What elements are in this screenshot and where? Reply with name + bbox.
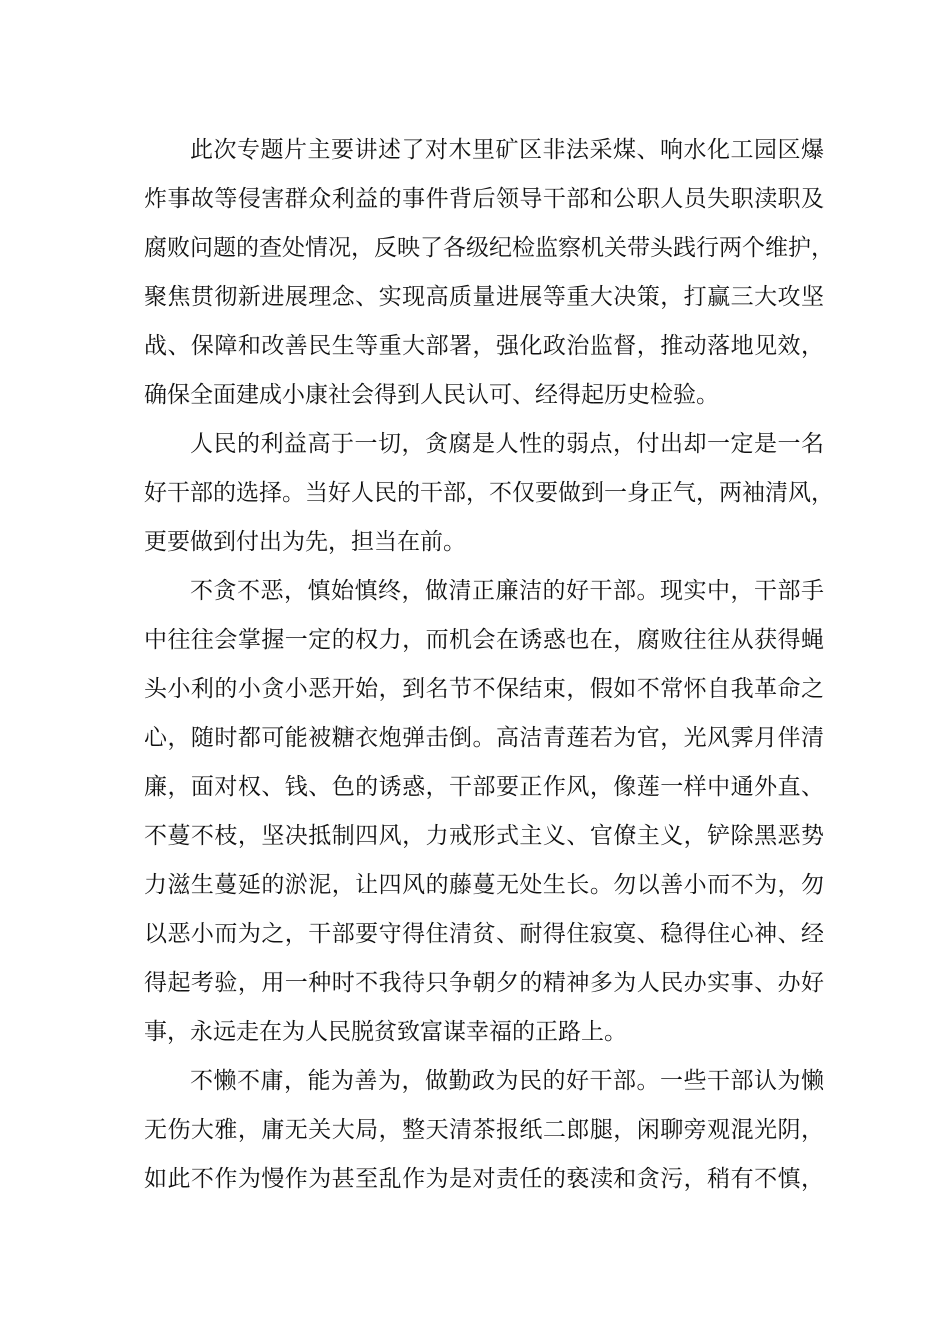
text-line: 好干部的选择。当好人民的干部，不仅要做到一身正气，两袖清风， [144,480,834,506]
text-line: 中往往会掌握一定的权力，而机会在诱惑也在，腐败往往从获得蝇 [144,627,824,653]
text-line: 不贪不恶，慎始慎终，做清正廉洁的好干部。现实中，干部手 [190,578,824,604]
text-line: 战、保障和改善民生等重大部署，强化政治监督，推动落地见效， [144,333,824,359]
text-line: 以恶小而为之，干部要守得住清贫、耐得住寂寞、稳得住心神、经 [144,921,824,947]
text-line: 腐败问题的查处情况，反映了各级纪检监察机关带头践行两个维护， [144,235,834,261]
text-line: 如此不作为慢作为甚至乱作为是对责任的亵渎和贪污，稍有不慎， [144,1166,824,1192]
text-line: 更要做到付出为先，担当在前。 [144,529,466,555]
text-line: 不懒不庸，能为善为，做勤政为民的好干部。一些干部认为懒 [190,1068,824,1094]
text-line: 事，永远走在为人民脱贫致富谋幸福的正路上。 [144,1019,627,1045]
text-line: 心，随时都可能被糖衣炮弹击倒。高洁青莲若为官，光风霁月伴清 [144,725,824,751]
paragraph-1 [144,126,834,420]
text-line: 确保全面建成小康社会得到人民认可、经得起历史检验。 [144,382,719,408]
document-body [144,126,834,1204]
text-line: 人民的利益高于一切，贪腐是人性的弱点，付出却一定是一名 [190,431,824,457]
text-line: 聚焦贯彻新进展理念、实现高质量进展等重大决策，打赢三大攻坚 [144,284,824,310]
paragraph-2 [144,420,834,567]
text-line: 此次专题片主要讲述了对木里矿区非法采煤、响水化工园区爆 [190,137,824,163]
text-line: 无伤大雅，庸无关大局，整天清茶报纸二郎腿，闲聊旁观混光阴， [144,1117,824,1143]
text-line: 得起考验，用一种时不我待只争朝夕的精神多为人民办实事、办好 [144,970,824,996]
text-line: 力滋生蔓延的淤泥，让四风的藤蔓无处生长。勿以善小而不为，勿 [144,872,824,898]
text-line: 头小利的小贪小恶开始，到名节不保结束，假如不常怀自我革命之 [144,676,824,702]
paragraph-3 [144,567,824,1057]
text-line: 炸事故等侵害群众利益的事件背后领导干部和公职人员失职渎职及 [144,186,824,212]
text-line: 不蔓不枝，坚决抵制四风，力戒形式主义、官僚主义，铲除黑恶势 [144,823,824,849]
text-line: 廉，面对权、钱、色的诱惑，干部要正作风，像莲一样中通外直、 [144,774,824,800]
paragraph-4 [144,1057,824,1204]
